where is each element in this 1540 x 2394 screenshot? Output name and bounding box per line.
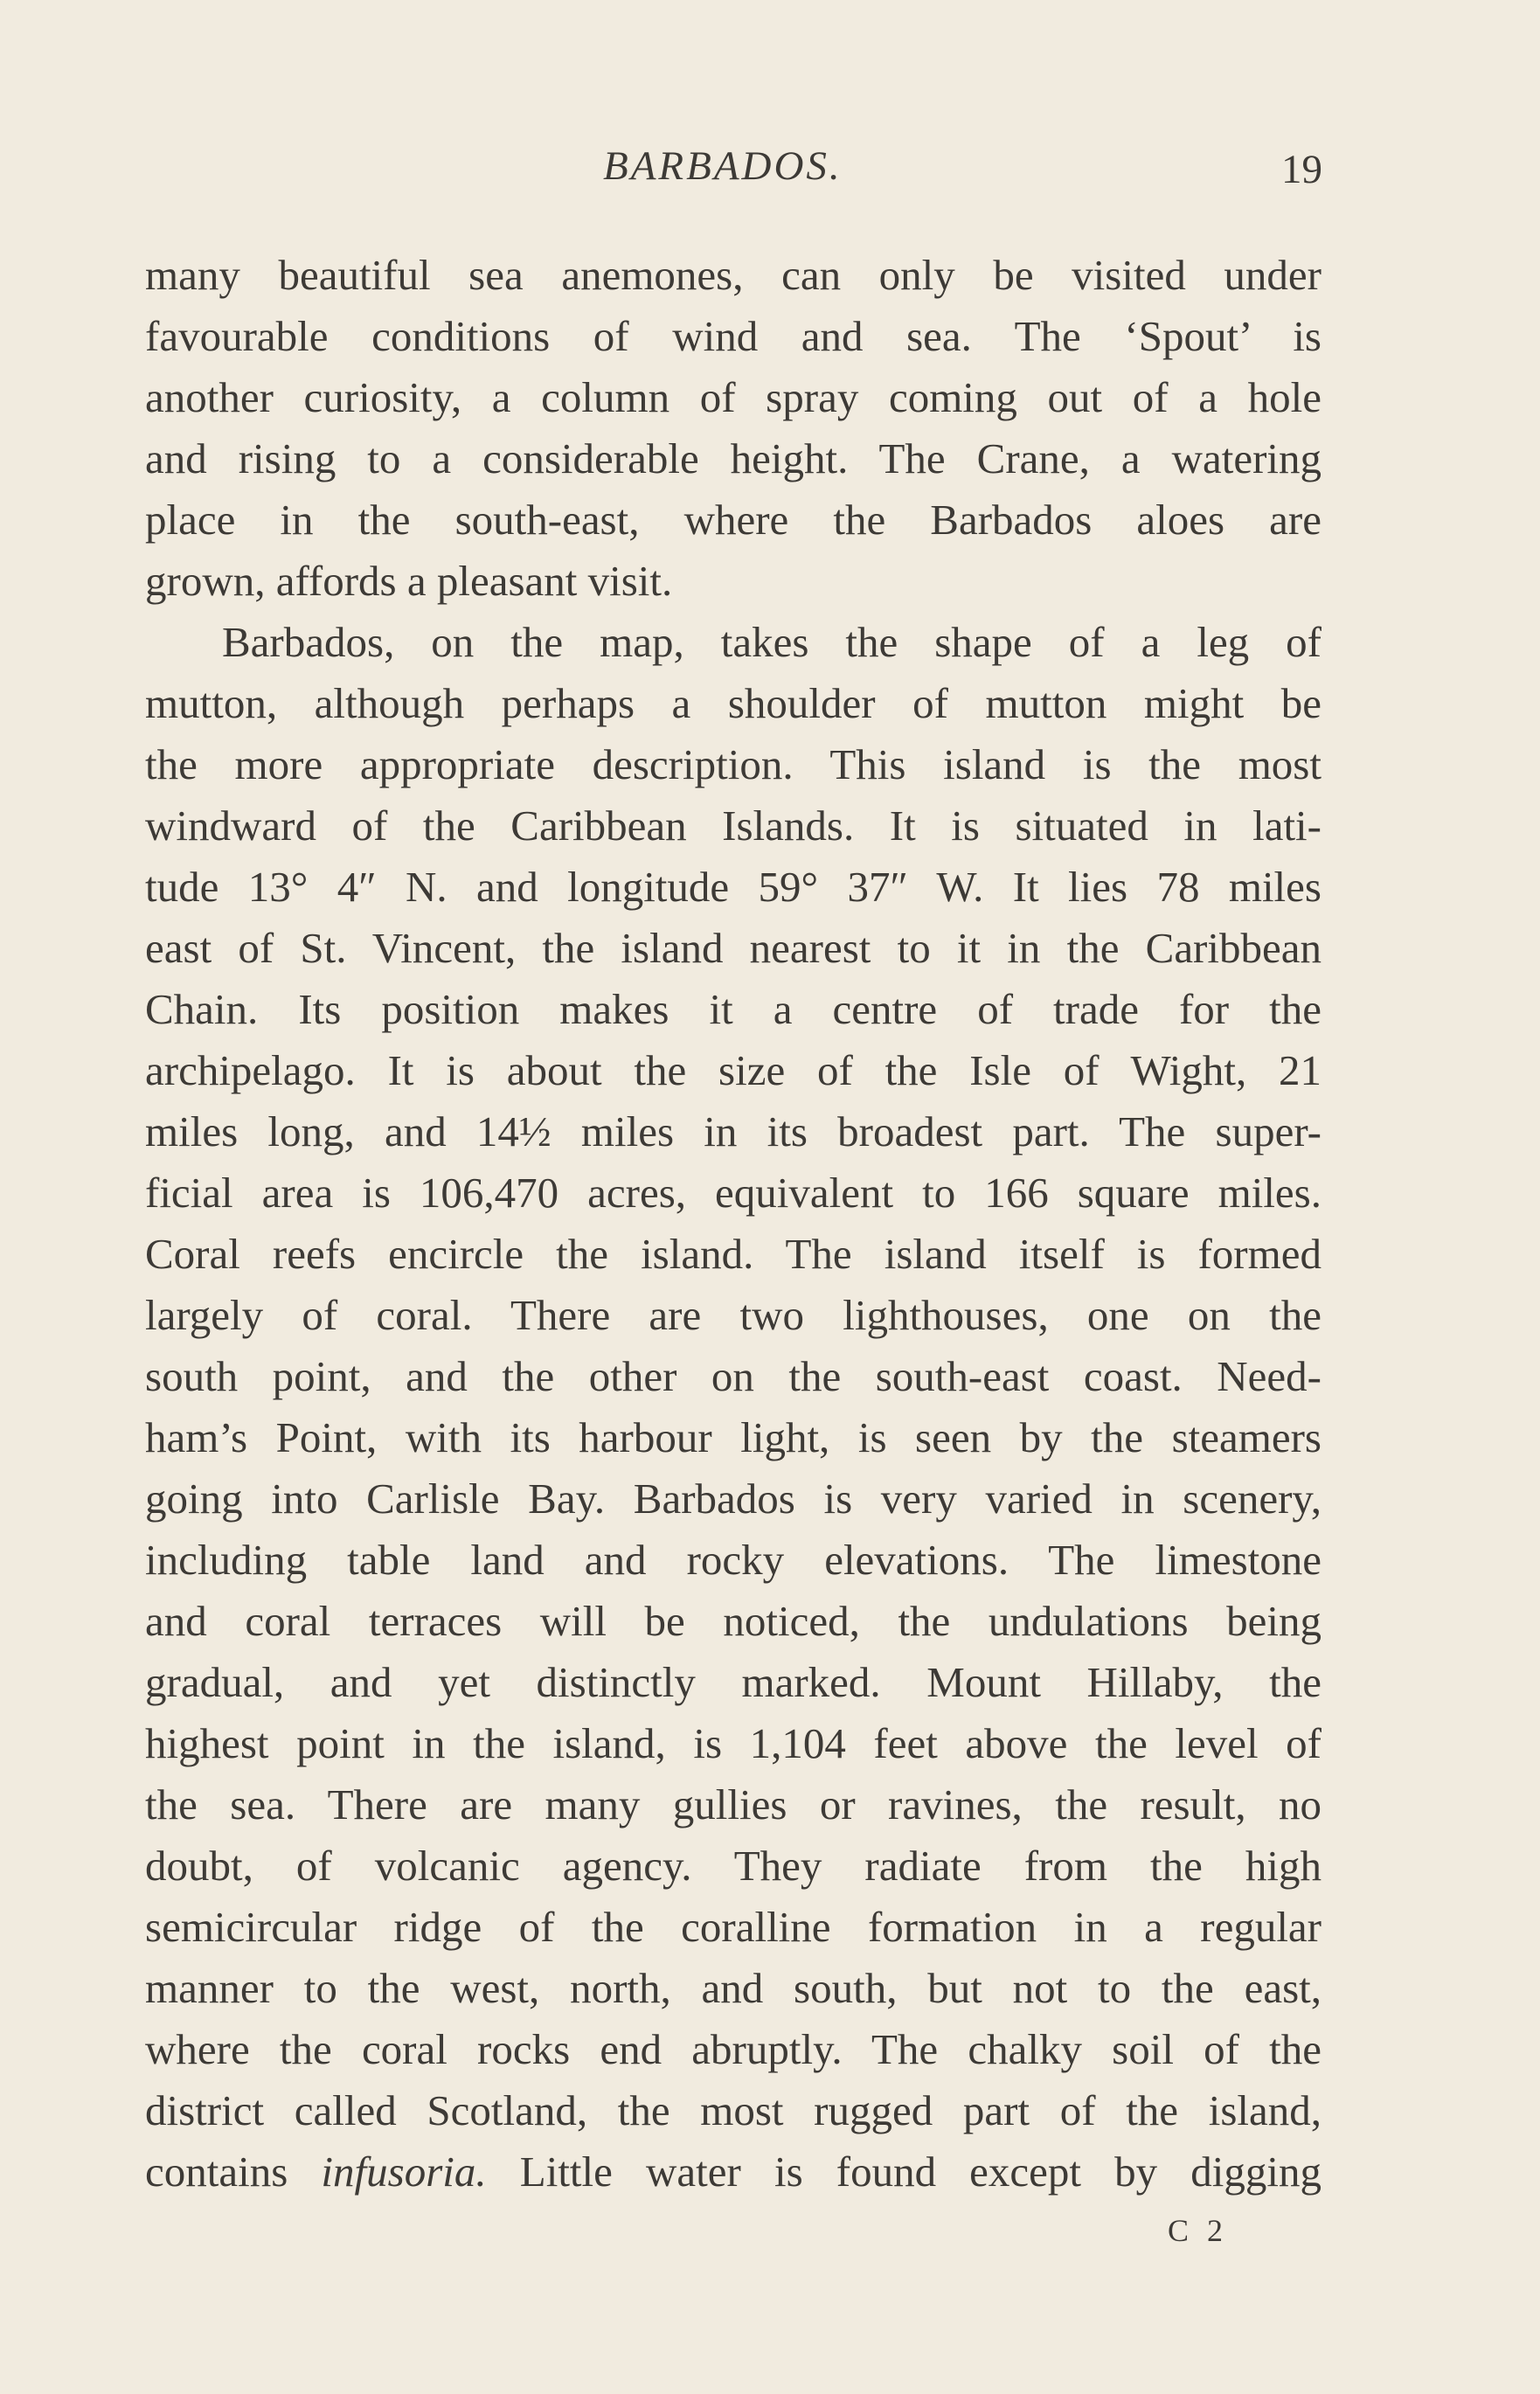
text-line: and rising to a considerable height. The Crane, a watering: [145, 434, 1321, 482]
text-line: gradual, and yet distinctly marked. Mount Hillaby, the: [145, 1658, 1321, 1706]
page-number: 19: [1281, 147, 1322, 192]
text-fragment: contains: [145, 2148, 322, 2196]
text-line: doubt, of volcanic agency. They radiate from the high: [145, 1842, 1321, 1890]
text-line: Chain. Its position makes it a centre of trade for the: [145, 985, 1321, 1033]
text-line-paragraph-end: grown, affords a pleasant visit.: [145, 557, 673, 605]
text-line: the sea. There are many gullies or ravines, the result, no: [145, 1780, 1321, 1828]
text-line-last: [145, 2141, 1321, 2203]
text-line: where the coral rocks end abruptly. The chalky soil of the: [145, 2025, 1321, 2073]
text-line: going into Carlisle Bay. Barbados is very varied in scenery,: [145, 1475, 1321, 1523]
text-line: east of St. Vincent, the island nearest to it in the Caribbean: [145, 924, 1321, 972]
body-text: [145, 245, 1321, 2203]
text-line: many beautiful sea anemones, can only be visited under: [145, 251, 1321, 299]
running-title: BARBADOS.: [603, 143, 843, 189]
text-line: place in the south-east, where the Barbados aloes are: [145, 496, 1321, 544]
text-line: district called Scotland, the most rugged part of the island,: [145, 2086, 1321, 2134]
text-line: favourable conditions of wind and sea. The ‘Spout’ is: [145, 312, 1321, 360]
signature-mark: C 2: [1168, 2213, 1229, 2248]
text-line: miles long, and 14½ miles in its broadest part. The super-: [145, 1107, 1321, 1155]
text-line-paragraph-start: Barbados, on the map, takes the shape of a leg of: [222, 618, 1321, 666]
text-line: semicircular ridge of the coralline formation in a regular: [145, 1903, 1321, 1951]
text-line: including table land and rocky elevations. The limestone: [145, 1536, 1321, 1584]
text-line: manner to the west, north, and south, but not to the east,: [145, 1964, 1321, 2012]
text-line: mutton, although perhaps a shoulder of mutton might be: [145, 679, 1321, 727]
text-line: ficial area is 106,470 acres, equivalent to 166 square miles.: [145, 1169, 1321, 1217]
text-line: south point, and the other on the south-east coast. Need-: [145, 1352, 1321, 1400]
italic-term: infusoria.: [321, 2148, 487, 2196]
text-line: the more appropriate description. This island is the most: [145, 740, 1321, 788]
text-line: and coral terraces will be noticed, the undulations being: [145, 1597, 1321, 1645]
text-line: tude 13° 4″ N. and longitude 59° 37″ W. It lies 78 miles: [145, 863, 1321, 911]
text-line: ham’s Point, with its harbour light, is seen by the steamers: [145, 1413, 1321, 1461]
text-line: archipelago. It is about the size of the Isle of Wight, 21: [145, 1046, 1321, 1094]
text-line: another curiosity, a column of spray coming out of a hole: [145, 373, 1321, 421]
text-line: Coral reefs encircle the island. The island itself is formed: [145, 1230, 1321, 1278]
text-line: highest point in the island, is 1,104 feet above the level of: [145, 1719, 1321, 1767]
text-line: windward of the Caribbean Islands. It is situated in lati-: [145, 801, 1321, 850]
text-fragment: Little water is found except by digging: [486, 2148, 1321, 2196]
text-line: largely of coral. There are two lighthouses, one on the: [145, 1291, 1321, 1339]
